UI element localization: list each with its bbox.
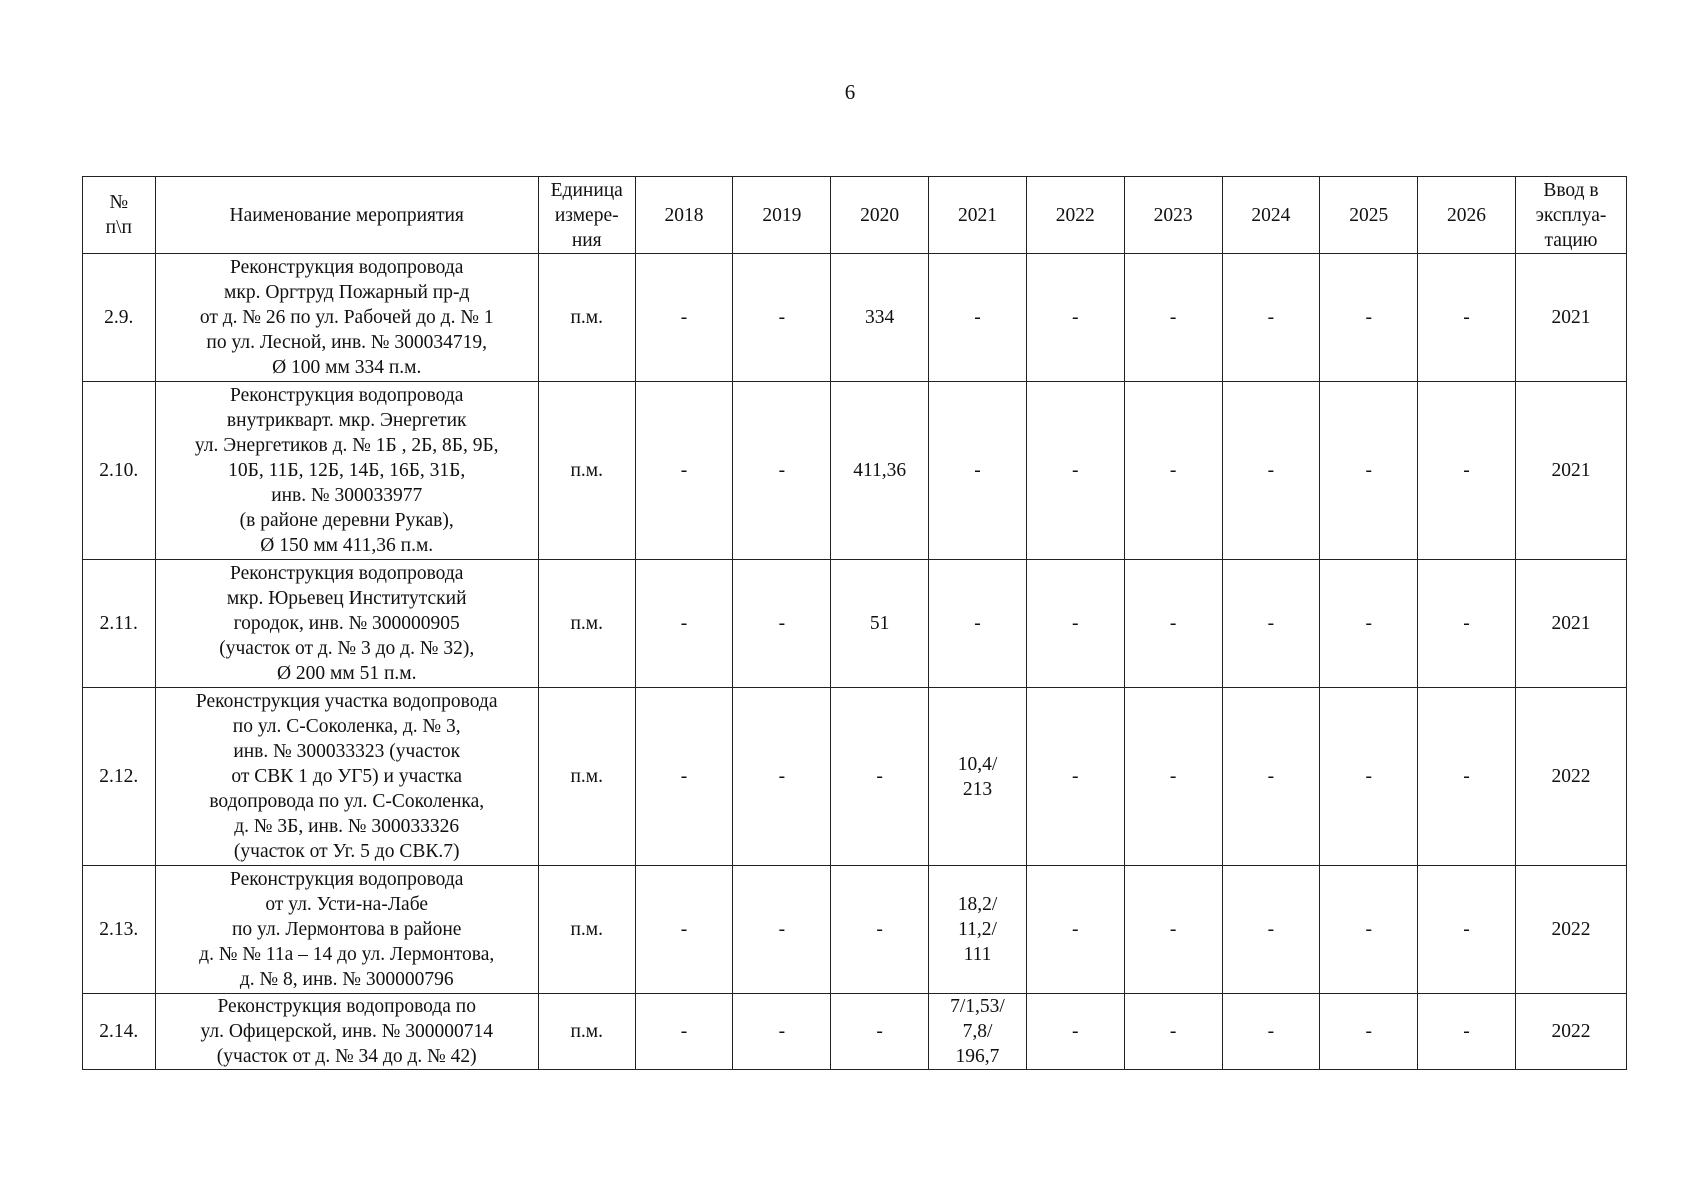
value-2020: 51	[831, 560, 929, 688]
header-measure-name: Наименование мероприятия	[155, 177, 538, 254]
value-2020: 411,36	[831, 382, 929, 560]
value-2026: -	[1418, 382, 1516, 560]
value-2019: -	[733, 254, 831, 382]
measure-name: Реконструкция участка водопровода по ул. С-Соколенка, д. № 3, инв. № 300033323 (участок от СВК 1 до УГ5) и участка водопровода по ул. С-Соколенка, д. № 3Б, инв. № 300033326 (участок от Уг. 5 до СВК.7)	[155, 688, 538, 866]
measure-name: Реконструкция водопровода по ул. Офицерской, инв. № 300000714 (участок от д. № 34 до д. № 42)	[155, 994, 538, 1070]
header-number: № п\п	[83, 177, 156, 254]
value-2022: -	[1026, 382, 1124, 560]
value-2023: -	[1124, 866, 1222, 994]
value-2018: -	[635, 560, 733, 688]
value-2019: -	[733, 994, 831, 1070]
value-2023: -	[1124, 560, 1222, 688]
value-2024: -	[1222, 994, 1320, 1070]
unit-cell: п.м.	[538, 688, 635, 866]
table-row	[83, 688, 1627, 866]
commissioning-year: 2022	[1515, 994, 1626, 1070]
value-2021: 10,4/ 213	[929, 688, 1027, 866]
unit-cell: п.м.	[538, 254, 635, 382]
value-2022: -	[1026, 254, 1124, 382]
value-2021: 18,2/ 11,2/ 111	[929, 866, 1027, 994]
unit-cell: п.м.	[538, 866, 635, 994]
value-2021: 7/1,53/ 7,8/ 196,7	[929, 994, 1027, 1070]
header-year-2025: 2025	[1320, 177, 1418, 254]
value-2019: -	[733, 688, 831, 866]
value-2023: -	[1124, 382, 1222, 560]
value-2020: -	[831, 994, 929, 1070]
row-number: 2.12.	[83, 688, 156, 866]
commissioning-year: 2022	[1515, 688, 1626, 866]
value-2022: -	[1026, 688, 1124, 866]
row-number: 2.10.	[83, 382, 156, 560]
value-2025: -	[1320, 866, 1418, 994]
row-number: 2.9.	[83, 254, 156, 382]
table-header-row	[83, 177, 1627, 254]
value-2019: -	[733, 560, 831, 688]
unit-cell: п.м.	[538, 560, 635, 688]
value-2026: -	[1418, 688, 1516, 866]
value-2026: -	[1418, 866, 1516, 994]
header-year-2022: 2022	[1026, 177, 1124, 254]
value-2025: -	[1320, 688, 1418, 866]
value-2021: -	[929, 254, 1027, 382]
value-2025: -	[1320, 382, 1418, 560]
value-2021: -	[929, 382, 1027, 560]
row-number: 2.13.	[83, 866, 156, 994]
row-number: 2.14.	[83, 994, 156, 1070]
value-2018: -	[635, 866, 733, 994]
value-2022: -	[1026, 994, 1124, 1070]
measure-name: Реконструкция водопровода мкр. Юрьевец Институтский городок, инв. № 300000905 (участок от д. № 3 до д. № 32), Ø 200 мм 51 п.м.	[155, 560, 538, 688]
table-row	[83, 866, 1627, 994]
table-row	[83, 994, 1627, 1070]
value-2024: -	[1222, 254, 1320, 382]
table-row	[83, 560, 1627, 688]
value-2022: -	[1026, 866, 1124, 994]
unit-cell: п.м.	[538, 382, 635, 560]
header-year-2024: 2024	[1222, 177, 1320, 254]
header-year-2026: 2026	[1418, 177, 1516, 254]
value-2020: -	[831, 866, 929, 994]
value-2023: -	[1124, 254, 1222, 382]
value-2020: -	[831, 688, 929, 866]
value-2019: -	[733, 866, 831, 994]
value-2018: -	[635, 382, 733, 560]
value-2025: -	[1320, 560, 1418, 688]
header-unit: Единица измере- ния	[538, 177, 635, 254]
value-2019: -	[733, 382, 831, 560]
value-2026: -	[1418, 560, 1516, 688]
commissioning-year: 2022	[1515, 866, 1626, 994]
unit-cell: п.м.	[538, 994, 635, 1070]
measure-name: Реконструкция водопровода внутрикварт. мкр. Энергетик ул. Энергетиков д. № 1Б , 2Б, 8Б, 9Б, 10Б, 11Б, 12Б, 14Б, 16Б, 31Б, инв. № 300033977 (в районе деревни Рукав), Ø 150 мм 411,36 п.м.	[155, 382, 538, 560]
value-2024: -	[1222, 866, 1320, 994]
row-number: 2.11.	[83, 560, 156, 688]
table-row	[83, 254, 1627, 382]
value-2018: -	[635, 994, 733, 1070]
value-2024: -	[1222, 688, 1320, 866]
value-2021: -	[929, 560, 1027, 688]
value-2023: -	[1124, 994, 1222, 1070]
header-commissioning: Ввод в эксплуа- тацию	[1515, 177, 1626, 254]
value-2022: -	[1026, 560, 1124, 688]
value-2024: -	[1222, 382, 1320, 560]
investment-program-table	[82, 176, 1627, 1070]
header-year-2018: 2018	[635, 177, 733, 254]
commissioning-year: 2021	[1515, 254, 1626, 382]
header-year-2020: 2020	[831, 177, 929, 254]
value-2023: -	[1124, 688, 1222, 866]
commissioning-year: 2021	[1515, 382, 1626, 560]
value-2026: -	[1418, 994, 1516, 1070]
value-2026: -	[1418, 254, 1516, 382]
header-year-2023: 2023	[1124, 177, 1222, 254]
page-number: 6	[844, 80, 856, 104]
measure-name: Реконструкция водопровода от ул. Усти-на-Лабе по ул. Лермонтова в районе д. № № 11а – 14 до ул. Лермонтова, д. № 8, инв. № 300000796	[155, 866, 538, 994]
value-2024: -	[1222, 560, 1320, 688]
commissioning-year: 2021	[1515, 560, 1626, 688]
value-2025: -	[1320, 994, 1418, 1070]
table-row	[83, 382, 1627, 560]
value-2018: -	[635, 688, 733, 866]
measure-name: Реконструкция водопровода мкр. Оргтруд Пожарный пр-д от д. № 26 по ул. Рабочей до д. № 1 по ул. Лесной, инв. № 300034719, Ø 100 мм 334 п.м.	[155, 254, 538, 382]
value-2025: -	[1320, 254, 1418, 382]
header-year-2019: 2019	[733, 177, 831, 254]
header-year-2021: 2021	[929, 177, 1027, 254]
value-2018: -	[635, 254, 733, 382]
value-2020: 334	[831, 254, 929, 382]
